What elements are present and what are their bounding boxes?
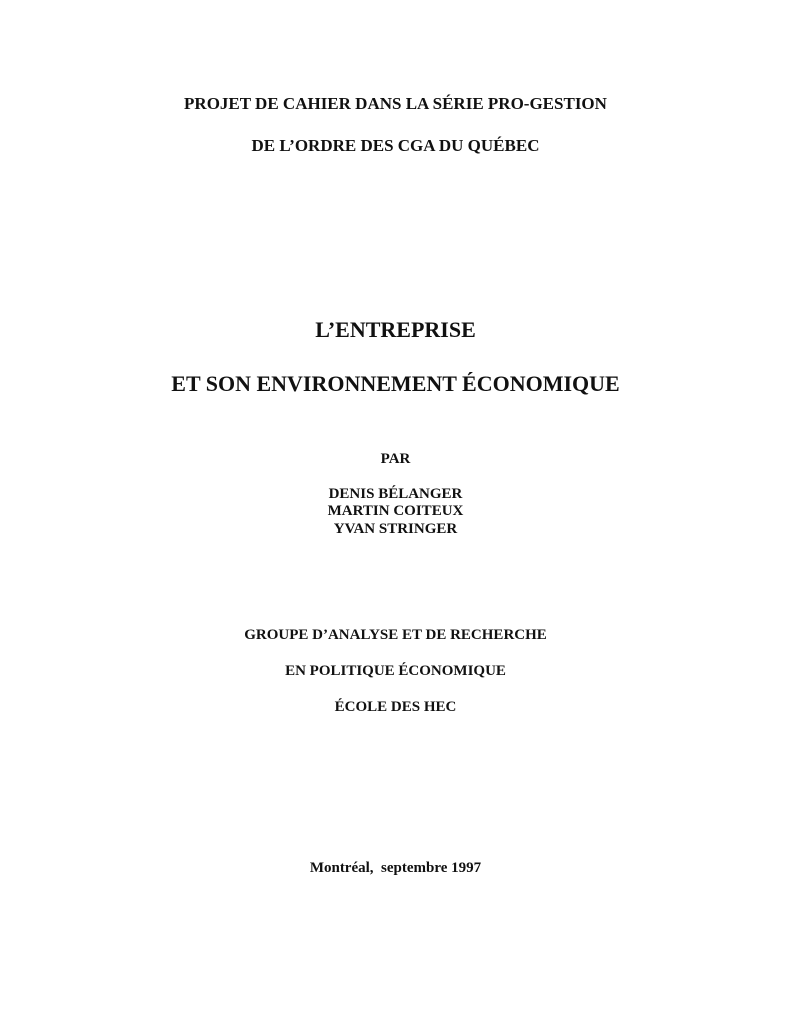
document-title-line-1: L’ENTREPRISE	[315, 317, 476, 342]
author-2: MARTIN COITEUX	[327, 503, 464, 519]
author-1: DENIS BÉLANGER	[328, 486, 463, 502]
series-title-line-2: DE L’ORDRE DES CGA DU QUÉBEC	[251, 136, 540, 155]
document-title-line-2: ET SON ENVIRONNEMENT ÉCONOMIQUE	[171, 371, 620, 396]
byline-label: PAR	[380, 451, 411, 467]
place-and-date: Montréal, septembre 1997	[309, 860, 482, 876]
institution-line-2: EN POLITIQUE ÉCONOMIQUE	[285, 663, 506, 679]
institution-line-1: GROUPE D’ANALYSE ET DE RECHERCHE	[244, 627, 547, 643]
institution-line-3: ÉCOLE DES HEC	[334, 699, 457, 715]
series-title-line-1: PROJET DE CAHIER DANS LA SÉRIE PRO-GESTION	[184, 94, 607, 113]
author-3: YVAN STRINGER	[333, 521, 458, 537]
